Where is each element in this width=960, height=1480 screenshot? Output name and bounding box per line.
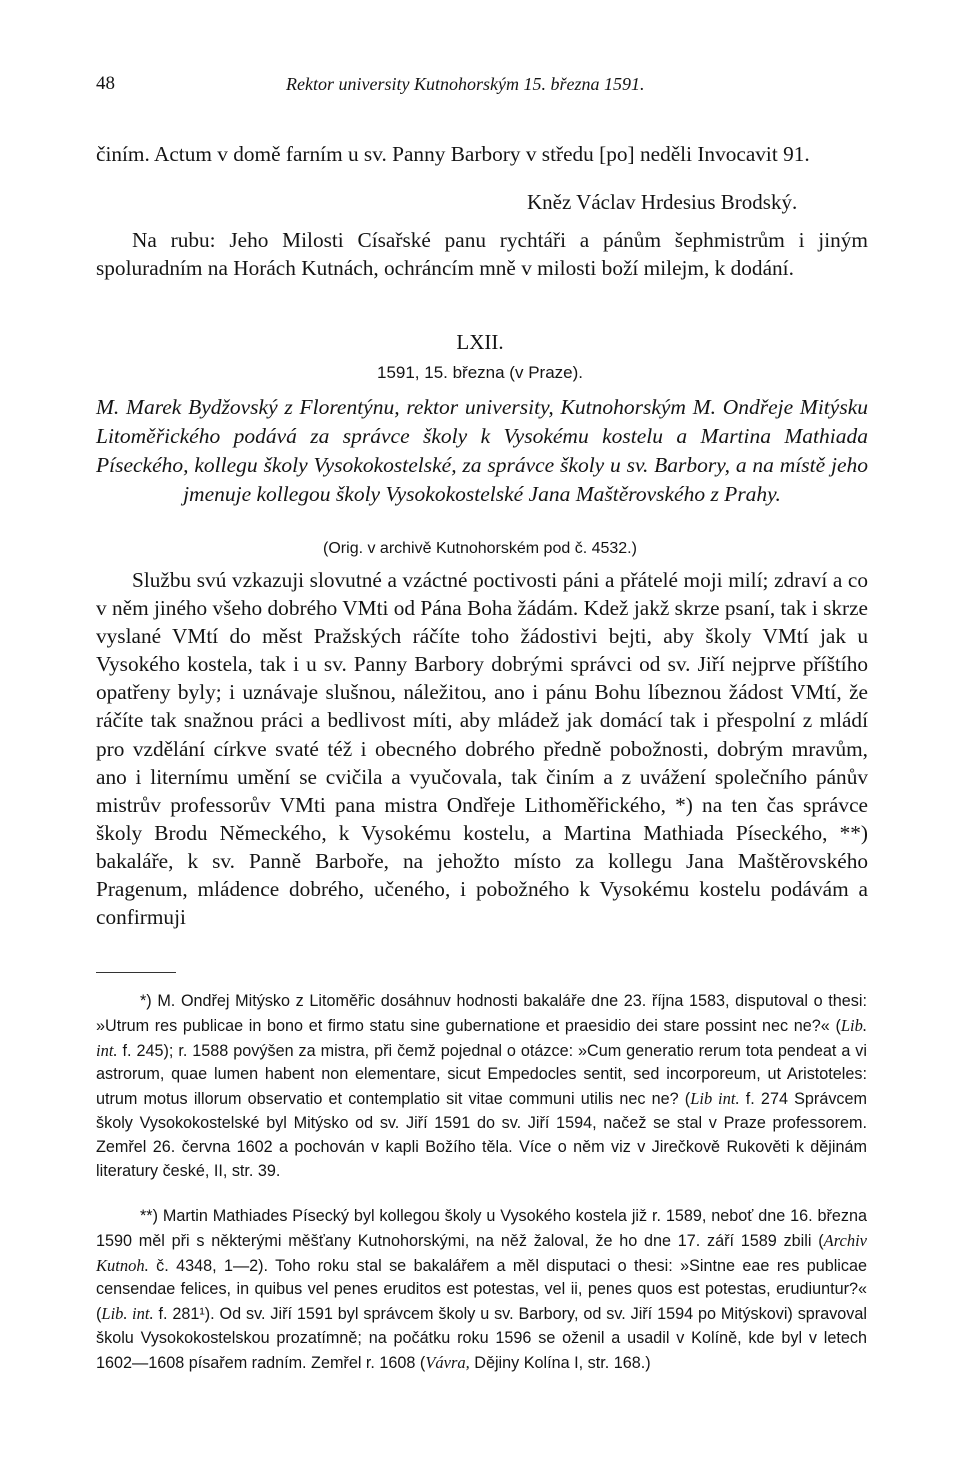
document-date: 1591, 15. března (v Praze). [376,363,583,382]
footnote-1-citation: Lib int. [690,1089,740,1109]
footnote-2-citation: Vávra, [425,1352,470,1372]
page-number: 48 [96,73,115,94]
footnote-2 [96,1205,867,1376]
footnote-2-citation: Lib. int. [101,1304,154,1324]
footnote-1-text: f. 274 Správcem školy Vysokokostelské byl Mitýsko od sv. Jiří 1591 do sv. Jiří 1594, načež se stal v Praze professorem. Zemřel 26. června 1602 a pochován v kapli Božího těla. Více o něm viz v Jirečkově Rukověti k dějinám literatury české, II, str. 39. [96,1090,867,1180]
footnote-1-text: f. 245); r. 1588 povýšen za mistra, při čemž pojednal o otázce: »Cum generatio rerum tota pendeat a vi astrorum, quae lumen habent non elementare, sicut Empedocles sentit, sed incorporeum, ut Aristoteles: utrum motus illorum observatio et contemplatio sit vitae communi utilis nec ne? ( [96,1041,867,1109]
footnote-1-text: *) M. Ondřej Mitýsko z Litoměřic dosáhnuv hodnosti bakaláře dne 23. října 1583, disputoval o thesi: »Utrum res publicae in bono et firmo statu sine gubernatione et praesidio dei stare possint nec ne?« ( [96,992,867,1035]
footnote-2-text: **) Martin Mathiades Písecký byl kollegou školy u Vysokého kostela již r. 1589, neboť dne 16. března 1590 měl při s některými měšťany Kutnohorskými, na něž žaloval, že ho dne 17. září 1589 zbili ( [96,1207,867,1250]
signature: Kněz Václav Hrdesius Brodský. [527,190,798,214]
footnote-2-citation: Archiv Kutnoh. [96,1230,867,1275]
source-reference: (Orig. v archivě Kutnohorském pod č. 4532.) [323,540,637,557]
document-summary: M. Marek Bydžovský z Florentýnu, rektor university, Kutnohorským M. Ondřeje Mitýsku Litoměřického podává za správce školy k Vysokému kostelu a Martina Mathiada Píseckého, kollegu školy Vysokokostelské, za správce školy u sv. Barbory, a na místě jeho jmenuje kollegou školy Vysokokostelské Jana Maštěrovského z Prahy. [96,395,868,506]
footnote-2-text: Dějiny Kolína I, str. 168.) [469,1353,651,1372]
document-number: LXII. [456,330,504,354]
footnote-1-citation: Lib. int. [96,1015,867,1060]
document-text: Službu svú vzkazuji slovutné a vzáctné poctivosti páni a přátelé moji milí; zdraví a co v něm jiného všeho dobrého VMti od Pána Boha žádám. Kdež jakž skrze psaní, tak i skrze vyslané VMtí do měst Pražských ráčíte toho žádostivi bejti, aby školy VMtí jak u Vysokého kostela, tak i u sv. Panny Barbory dobrými správci od sv. Jiří nejprve příštího opatřeny byly; i uznávaje slušnou, náležitou, ano i pánu Bohu líbeznou žádost VMtí, že ráčíte tak snažnou práci a bedlivost míti, aby mládež jak domácí tak i přespolní z mládí pro vzdělání církve svaté též i obecného dobrého předně pobožnosti, dobrým mravům, ano i liternímu umění se cvičila a vyučovala, tak činím a z uvážení společního pánův mistrův professorův VMti pana mistra Ondřeje Lithoměřického, *) na ten čas správce školy Brodu Německého, k Vysokému kostelu, a Martina Mathiada Píseckého, **) bakaláře, k sv. Panně Barboře, na jehožto místo za kollegu Jana Maštěrovského Pragenum, mládence dobrého, učeného, i pobožného k Vysokému kostelu podávám a confirmuji [96,568,869,930]
footnote-2-text: č. 4348, 1—2). Toho roku stal se bakalářem a měl disputaci o thesi: »Sintne eae res publicae censendae felices, in quibus vel penes eruditos est potestas, vel ii, penes quos est potestas, erudiuntur?« ( [96,1256,867,1324]
footnote-2-text: f. 281¹). Od sv. Jiří 1591 byl správcem školy u sv. Barbory, od sv. Jiří 1594 po Mitýskovi) spravoval školu Vysokokostelskou prozatímně; na počátku roku 1596 se oženil a usadil v Kolíně, kde byl v letech 1602—1608 písařem radním. Zemřel r. 1608 ( [96,1305,867,1372]
footnote-1 [96,990,867,1183]
address-note: Na rubu: Jeho Milosti Císařské panu rychtáři a pánům šephmistrům i jiným spoluradním na Horách Kutnách, ochráncím mně v milosti boží milejm, k dodání. [96,228,868,280]
running-title: Rektor university Kutnohorským 15. března 1591. [286,74,645,94]
footnote-divider [96,972,176,973]
previous-document-ending: činím. Actum v domě farním u sv. Panny Barbory v středu [po] neděli Invocavit 91. [96,142,810,166]
